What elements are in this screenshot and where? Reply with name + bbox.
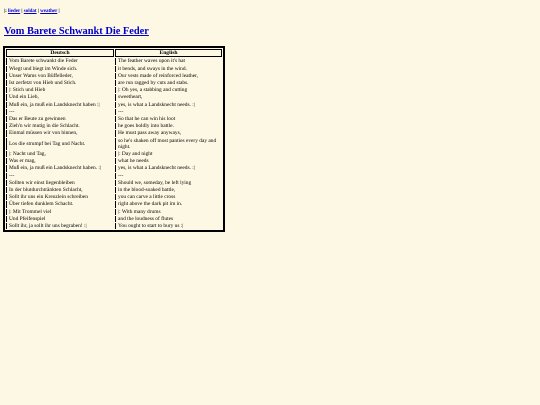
english-line: in the blood-soaked battle, xyxy=(115,187,222,193)
german-line: |: Stich und Hieb xyxy=(6,87,114,93)
german-line: In der blutdurchtränkten Schlacht, xyxy=(6,187,114,193)
nav-link-soldat[interactable]: soldat xyxy=(23,9,37,14)
lyrics-body xyxy=(6,58,222,229)
nav-close: | xyxy=(58,9,60,14)
english-line: yes, is what a Landsknecht needs. :| xyxy=(115,165,222,171)
column-header-english: English xyxy=(115,49,222,57)
german-line: Unser Wams von Büffelleder, xyxy=(6,73,114,79)
english-line: --- xyxy=(115,173,222,179)
table-header-row xyxy=(6,49,222,57)
table-row xyxy=(6,223,222,229)
lyrics-table xyxy=(3,46,225,232)
german-line: Das er Beute zu gewinnen xyxy=(6,116,114,122)
nav-link-lieder[interactable]: lieder xyxy=(8,9,21,14)
english-line: he goes boldly into battle. xyxy=(115,123,222,129)
table-row xyxy=(6,130,222,136)
table-row xyxy=(6,109,222,115)
german-line: Vom Barete schwankt die Feder xyxy=(6,58,114,64)
table-row xyxy=(6,102,222,108)
table-row xyxy=(6,87,222,93)
german-line: Los die strumpf bei Tag und Nacht. xyxy=(6,138,114,150)
english-line: it bends, and sways in the wind. xyxy=(115,66,222,72)
english-line: right above the dark pit im in. xyxy=(115,201,222,207)
table-row xyxy=(6,73,222,79)
german-line: Zieh'n wir mutig in die Schlacht. xyxy=(6,123,114,129)
english-line: So that he can win his loot xyxy=(115,116,222,122)
german-line: Muß ein, ja muß ein Landsknecht haben :| xyxy=(6,102,114,108)
english-line: Should we, someday, be left lying xyxy=(115,180,222,186)
table-row xyxy=(6,94,222,100)
german-line: --- xyxy=(6,109,114,115)
german-line: Sollt ihr uns ein Kreuzlein schreiben xyxy=(6,194,114,200)
english-line: you can carve a little cross xyxy=(115,194,222,200)
english-line: and the loudness of flutes xyxy=(115,216,222,222)
table-row xyxy=(6,58,222,64)
table-row xyxy=(6,180,222,186)
nav-separator: | xyxy=(21,9,23,14)
nav-open: |: xyxy=(4,9,7,14)
english-line: |: Oh yes, a stabbing and cutting xyxy=(115,87,222,93)
page-title xyxy=(4,26,149,37)
german-line: Sollten wir einst liegenbleiben xyxy=(6,180,114,186)
english-line: sweetheart, xyxy=(115,94,222,100)
table-row xyxy=(6,151,222,157)
english-line: --- xyxy=(115,109,222,115)
table-row xyxy=(6,209,222,215)
english-line: The feather waves upon it's hat xyxy=(115,58,222,64)
english-line: Our vests made of reinforced leather, xyxy=(115,73,222,79)
table-row xyxy=(6,194,222,200)
german-line: Sollt ihr, ja sollt ihr uns begraben! :| xyxy=(6,223,114,229)
table-row xyxy=(6,123,222,129)
table-row xyxy=(6,187,222,193)
table-row xyxy=(6,80,222,86)
nav-separator: | xyxy=(37,9,39,14)
english-line: You ought to start to bury us :| xyxy=(115,223,222,229)
german-line: |: Nacht und Tag, xyxy=(6,151,114,157)
german-line: Ist zerfetzt von Hieb und Stich. xyxy=(6,80,114,86)
table-row xyxy=(6,201,222,207)
english-line: |: With many drums xyxy=(115,209,222,215)
table-row xyxy=(6,138,222,150)
table-row xyxy=(6,66,222,72)
english-line: what he needs xyxy=(115,158,222,164)
german-line: Über tiefen dunklem Schacht. xyxy=(6,201,114,207)
german-line: Wiegt und biegt im Winde sich. xyxy=(6,66,114,72)
german-line: Muß ein, ja muß ein Landsknecht haben. :| xyxy=(6,165,114,171)
german-line: Einmal müssen wir von hinnen, xyxy=(6,130,114,136)
german-line: --- xyxy=(6,173,114,179)
english-line: yes, is what a Landsknecht needs. :| xyxy=(115,102,222,108)
english-line: so he's shaken off most panties every day and night. xyxy=(115,138,222,150)
german-line: Und Pfeifenspiel xyxy=(6,216,114,222)
table-row xyxy=(6,173,222,179)
german-line: Was er mag, xyxy=(6,158,114,164)
german-line: Und ein Lieb, xyxy=(6,94,114,100)
table-row xyxy=(6,158,222,164)
german-line: |: Mit Trommel viel xyxy=(6,209,114,215)
column-header-deutsch: Deutsch xyxy=(6,49,114,57)
english-line: are run ragged by cuts and stabs. xyxy=(115,80,222,86)
table-row xyxy=(6,216,222,222)
nav-link-weather[interactable]: weather xyxy=(40,9,58,14)
english-line: |: Day and night xyxy=(115,151,222,157)
table-row xyxy=(6,116,222,122)
nav-bar xyxy=(4,9,60,14)
english-line: He must pass away anyways, xyxy=(115,130,222,136)
table-row xyxy=(6,165,222,171)
page-title-link[interactable]: Vom Barete Schwankt Die Feder xyxy=(4,26,149,37)
